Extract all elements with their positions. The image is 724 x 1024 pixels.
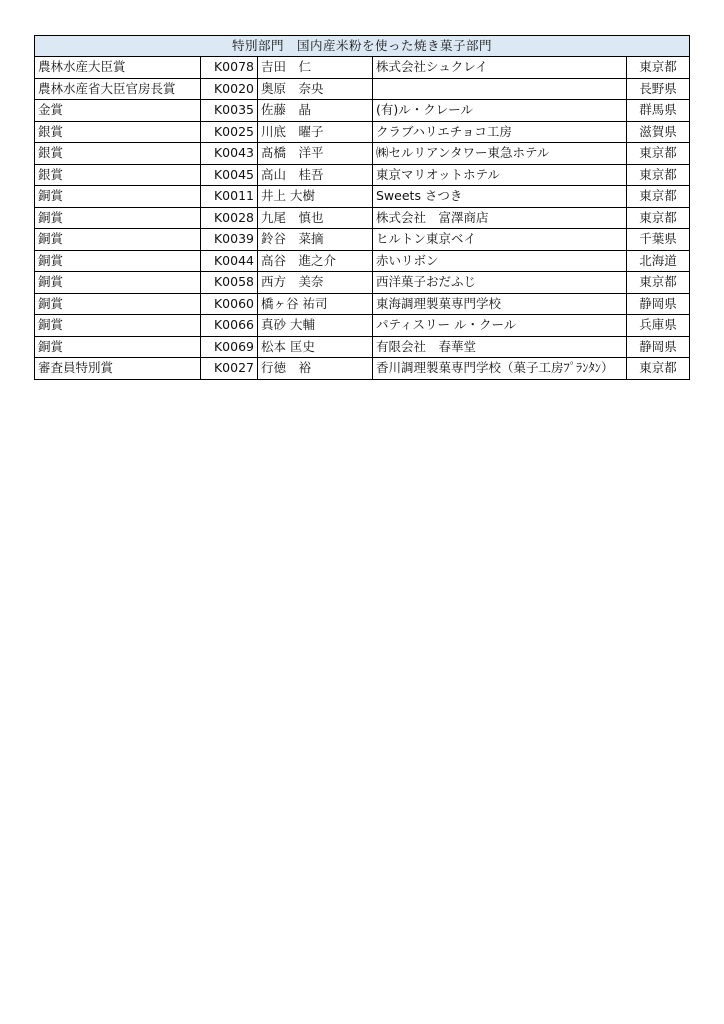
prefecture-cell: 東京都 <box>627 207 690 229</box>
award-cell: 銅賞 <box>35 186 201 208</box>
table-row <box>35 250 690 272</box>
name-cell: 川底 曜子 <box>258 121 373 143</box>
code-cell: K0060 <box>201 293 258 315</box>
code-cell: K0066 <box>201 315 258 337</box>
shop-cell: 株式会社 富澤商店 <box>373 207 627 229</box>
table-row <box>35 78 690 100</box>
shop-cell: ㈱セルリアンタワー東急ホテル <box>373 143 627 165</box>
shop-cell: (有)ル・クレール <box>373 100 627 122</box>
award-cell: 農林水産大臣賞 <box>35 57 201 79</box>
prefecture-cell: 東京都 <box>627 186 690 208</box>
award-cell: 銅賞 <box>35 250 201 272</box>
name-cell: 髙橋 洋平 <box>258 143 373 165</box>
name-cell: 佐藤 晶 <box>258 100 373 122</box>
table-row <box>35 358 690 380</box>
name-cell: 奥原 奈央 <box>258 78 373 100</box>
name-cell: 行徳 裕 <box>258 358 373 380</box>
results-table <box>34 35 690 380</box>
award-cell: 銀賞 <box>35 143 201 165</box>
award-cell: 銅賞 <box>35 336 201 358</box>
code-cell: K0044 <box>201 250 258 272</box>
table-body <box>35 36 690 380</box>
code-cell: K0045 <box>201 164 258 186</box>
shop-cell: 赤いリボン <box>373 250 627 272</box>
prefecture-cell: 東京都 <box>627 164 690 186</box>
award-cell: 銀賞 <box>35 121 201 143</box>
table-row <box>35 293 690 315</box>
code-cell: K0069 <box>201 336 258 358</box>
shop-cell: 有限会社 春華堂 <box>373 336 627 358</box>
name-cell: 九尾 慎也 <box>258 207 373 229</box>
table-row <box>35 207 690 229</box>
prefecture-cell: 滋賀県 <box>627 121 690 143</box>
prefecture-cell: 東京都 <box>627 57 690 79</box>
code-cell: K0020 <box>201 78 258 100</box>
code-cell: K0011 <box>201 186 258 208</box>
award-cell: 銅賞 <box>35 229 201 251</box>
name-cell: 橋ヶ谷 祐司 <box>258 293 373 315</box>
table-row <box>35 164 690 186</box>
shop-cell <box>373 78 627 100</box>
prefecture-cell: 静岡県 <box>627 336 690 358</box>
name-cell: 松本 匡史 <box>258 336 373 358</box>
prefecture-cell: 北海道 <box>627 250 690 272</box>
prefecture-cell: 東京都 <box>627 272 690 294</box>
table-row <box>35 100 690 122</box>
name-cell: 高山 桂吾 <box>258 164 373 186</box>
code-cell: K0043 <box>201 143 258 165</box>
table-row <box>35 186 690 208</box>
award-cell: 銅賞 <box>35 315 201 337</box>
prefecture-cell: 静岡県 <box>627 293 690 315</box>
award-cell: 審査員特別賞 <box>35 358 201 380</box>
code-cell: K0035 <box>201 100 258 122</box>
award-cell: 金賞 <box>35 100 201 122</box>
name-cell: 高谷 進之介 <box>258 250 373 272</box>
code-cell: K0027 <box>201 358 258 380</box>
table-row <box>35 336 690 358</box>
shop-cell: 東京マリオットホテル <box>373 164 627 186</box>
prefecture-cell: 群馬県 <box>627 100 690 122</box>
award-cell: 農林水産省大臣官房長賞 <box>35 78 201 100</box>
shop-cell: 香川調理製菓専門学校（菓子工房ﾌﾟﾗﾝﾀﾝ） <box>373 358 627 380</box>
prefecture-cell: 兵庫県 <box>627 315 690 337</box>
award-cell: 銅賞 <box>35 293 201 315</box>
prefecture-cell: 東京都 <box>627 358 690 380</box>
award-cell: 銅賞 <box>35 272 201 294</box>
award-cell: 銀賞 <box>35 164 201 186</box>
code-cell: K0039 <box>201 229 258 251</box>
header-row <box>35 36 690 57</box>
table-row <box>35 121 690 143</box>
table-row <box>35 143 690 165</box>
prefecture-cell: 千葉県 <box>627 229 690 251</box>
name-cell: 真砂 大輔 <box>258 315 373 337</box>
prefecture-cell: 東京都 <box>627 143 690 165</box>
shop-cell: 西洋菓子おだふじ <box>373 272 627 294</box>
prefecture-cell: 長野県 <box>627 78 690 100</box>
code-cell: K0058 <box>201 272 258 294</box>
code-cell: K0078 <box>201 57 258 79</box>
shop-cell: パティスリー ル・クール <box>373 315 627 337</box>
shop-cell: Sweets さつき <box>373 186 627 208</box>
table-row <box>35 229 690 251</box>
code-cell: K0028 <box>201 207 258 229</box>
table-row <box>35 315 690 337</box>
award-cell: 銅賞 <box>35 207 201 229</box>
table-row <box>35 57 690 79</box>
name-cell: 井上 大樹 <box>258 186 373 208</box>
table-row <box>35 272 690 294</box>
name-cell: 西方 美奈 <box>258 272 373 294</box>
category-header: 特別部門 国内産米粉を使った焼き菓子部門 <box>35 36 690 57</box>
name-cell: 鈴谷 菜摘 <box>258 229 373 251</box>
shop-cell: クラブハリエチョコ工房 <box>373 121 627 143</box>
shop-cell: 東海調理製菓専門学校 <box>373 293 627 315</box>
shop-cell: ヒルトン東京ベイ <box>373 229 627 251</box>
code-cell: K0025 <box>201 121 258 143</box>
name-cell: 吉田 仁 <box>258 57 373 79</box>
shop-cell: 株式会社シュクレイ <box>373 57 627 79</box>
